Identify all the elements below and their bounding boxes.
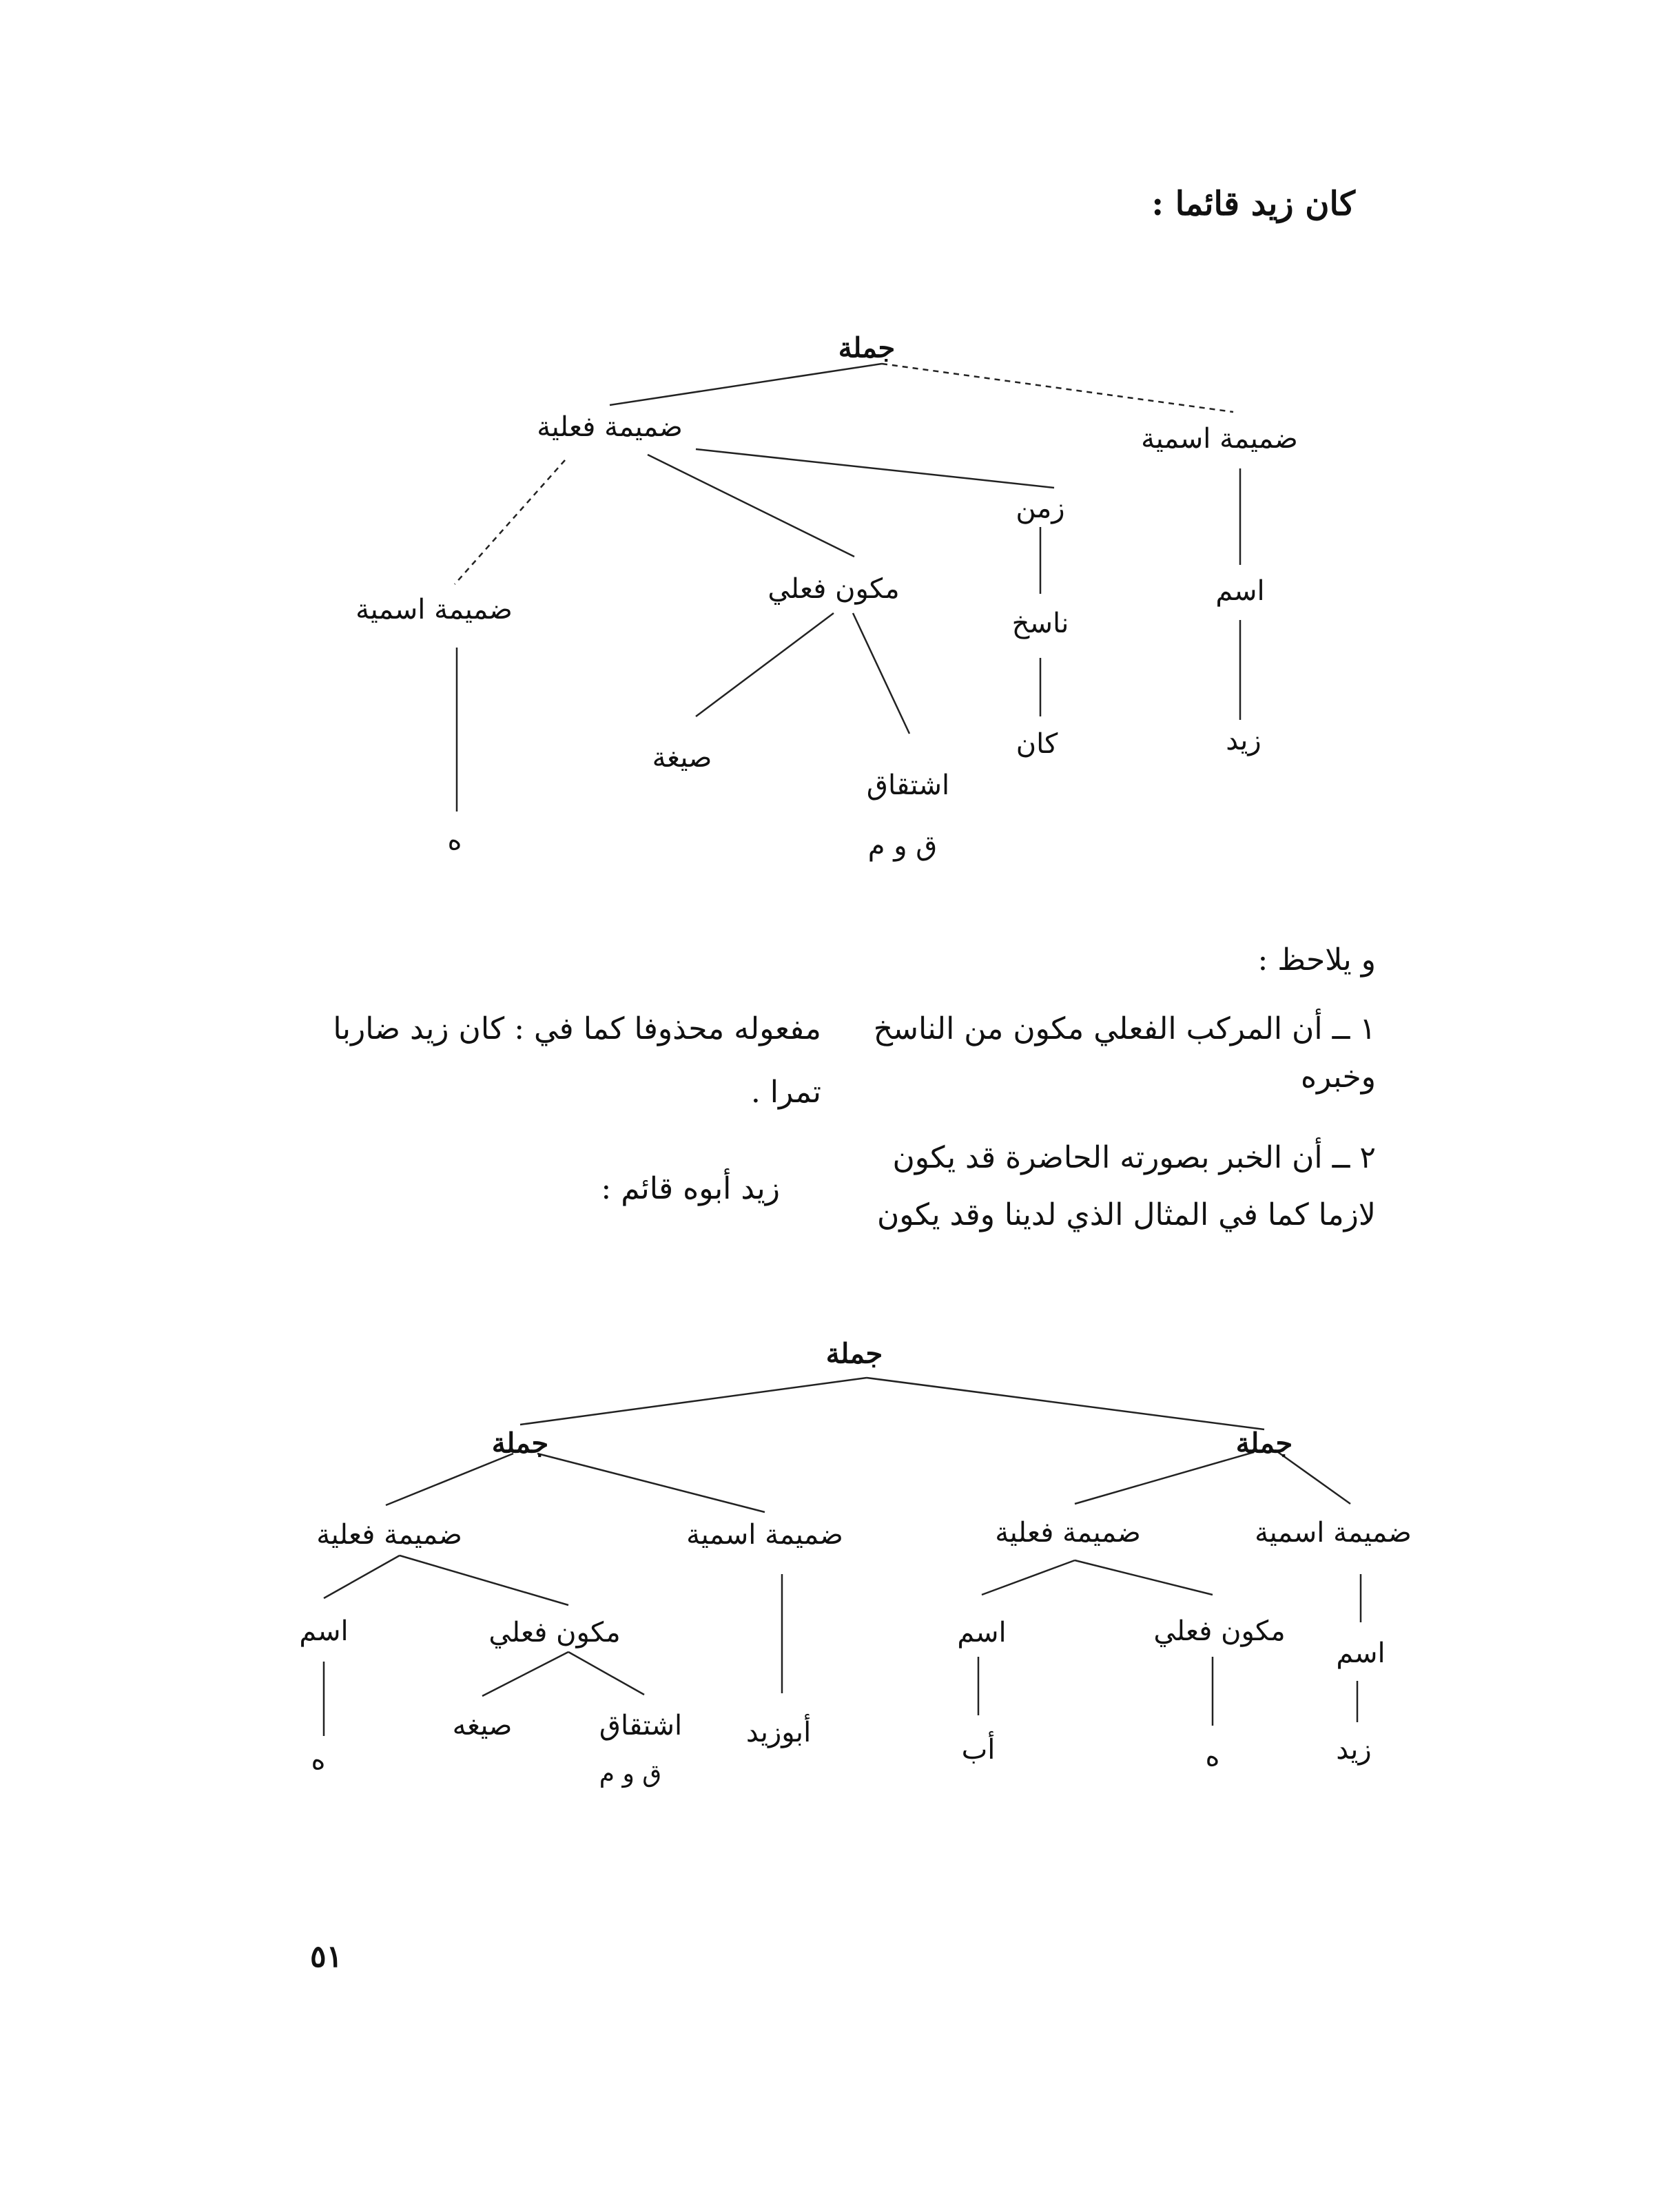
tree2-left-nominal: ضميمة اسمية xyxy=(686,1519,843,1551)
tree2-root: جملة xyxy=(825,1337,883,1370)
note2-right: ٢ ــ أن الخبر بصورته الحاضرة قد يكون xyxy=(892,1140,1376,1175)
tree1-pronoun: ه xyxy=(447,825,462,856)
tree2-left-clause: جملة xyxy=(491,1427,549,1460)
note2-cont-right: لازما كما في المثال الذي لدينا وقد يكون xyxy=(876,1197,1376,1232)
tree2-abu-zayd: أبوزيد xyxy=(745,1717,812,1748)
tree1-nominal-phrase-right: ضميمة اسمية xyxy=(1141,423,1298,455)
notes-intro: و يلاحظ : xyxy=(1257,942,1376,978)
example-heading: كان زيد قائما : xyxy=(1151,185,1355,223)
tree1-ism-right: اسم xyxy=(1215,575,1265,607)
tree1-kana: كان xyxy=(1016,728,1058,760)
tree2-left-sigha: صيغه xyxy=(452,1710,513,1741)
tree1-ishtiqaq: اشتقاق xyxy=(866,769,950,801)
tree1-zayd: زيد xyxy=(1226,725,1261,756)
tree2-right-verb-component: مكون فعلي xyxy=(1153,1615,1286,1647)
note1-cont-right: وخبره xyxy=(1300,1060,1376,1095)
tree2-right-ab: أب xyxy=(961,1734,996,1766)
tree1-tense: زمن xyxy=(1016,493,1065,524)
tree2-right-ism-b: اسم xyxy=(1336,1637,1386,1669)
tree1-verb-component: مكون فعلي xyxy=(768,573,900,605)
tree2-right-zayd: زيد xyxy=(1336,1734,1372,1766)
tree2-left-verb-component: مكون فعلي xyxy=(488,1617,621,1648)
tree2-right-nominal: ضميمة اسمية xyxy=(1255,1517,1412,1549)
tree1-nominal-phrase-left: ضميمة اسمية xyxy=(356,594,513,626)
tree1-sigha: صيغة xyxy=(652,742,712,774)
tree1-nasikh: ناسخ xyxy=(1011,608,1069,639)
tree2-right-ism-a: اسم xyxy=(957,1617,1007,1648)
note2-left: زيد أبوه قائم : xyxy=(601,1171,780,1206)
page-number: ٥١ xyxy=(310,1939,343,1974)
tree2-right-verbal: ضميمة فعلية xyxy=(995,1517,1141,1549)
tree2-left-ism: اسم xyxy=(299,1615,349,1647)
tree1-root: جملة xyxy=(838,331,896,364)
note1-cont-left: تمرا . xyxy=(750,1075,821,1110)
note1-right: ١ ــ أن المركب الفعلي مكون من الناسخ xyxy=(873,1011,1376,1046)
tree1-root-letters: ق و م xyxy=(867,830,938,862)
tree2-left-verbal: ضميمة فعلية xyxy=(316,1519,462,1551)
tree2-left-ishtiqaq: اشتقاق xyxy=(599,1710,683,1741)
tree2-left-root-letters: ق و م xyxy=(599,1759,662,1788)
tree2-left-pronoun: ه xyxy=(311,1744,326,1776)
tree2-right-clause: جملة xyxy=(1235,1427,1293,1460)
tree1-verbal-phrase: ضميمة فعلية xyxy=(537,411,683,443)
tree2-right-pronoun: ه xyxy=(1205,1741,1220,1772)
note1-left: مفعوله محذوفا كما في : كان زيد ضاربا xyxy=(333,1011,821,1046)
